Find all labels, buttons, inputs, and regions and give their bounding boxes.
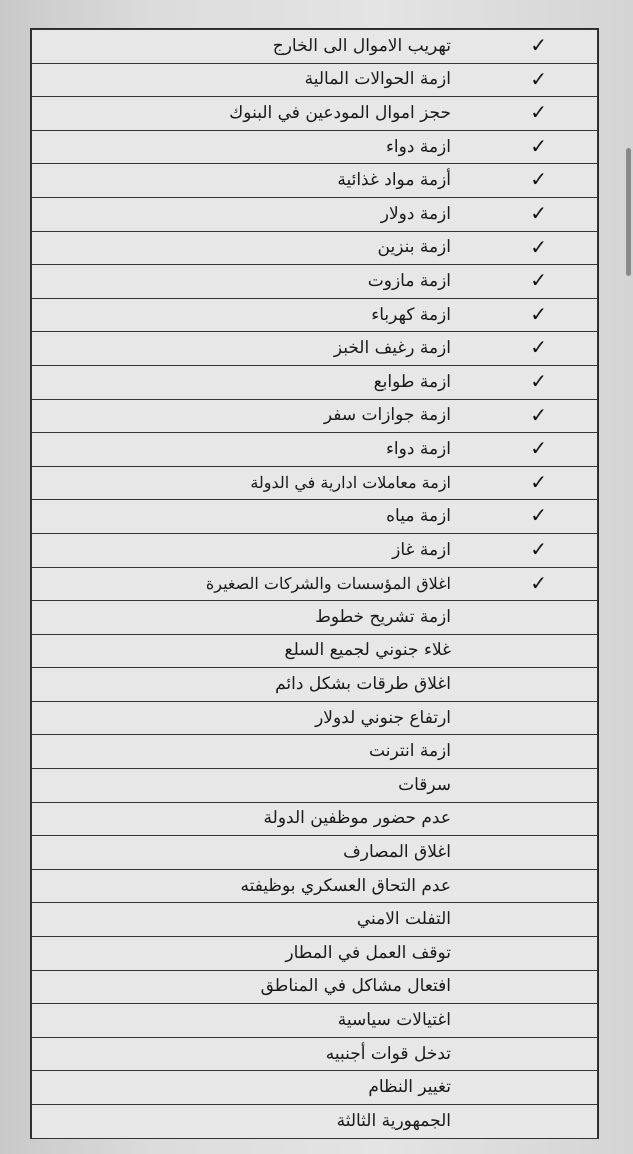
check-cell bbox=[530, 97, 598, 131]
table-row bbox=[32, 533, 598, 567]
check-cell bbox=[530, 63, 598, 97]
item-text: ازمة مياه bbox=[32, 500, 598, 534]
item-text: الجمهورية الثالثة bbox=[32, 1105, 598, 1139]
table-row bbox=[32, 500, 598, 534]
checkmark-icon: ✓ bbox=[530, 335, 547, 360]
check-cell bbox=[530, 265, 598, 299]
item-text: افتعال مشاكل في المناطق bbox=[32, 970, 598, 1004]
table-row bbox=[32, 231, 598, 265]
table-row bbox=[32, 197, 598, 231]
table-row bbox=[32, 97, 598, 131]
check-cell bbox=[530, 466, 598, 500]
check-cell bbox=[530, 500, 598, 534]
check-cell bbox=[597, 970, 598, 1004]
check-cell bbox=[597, 1004, 598, 1038]
table-row bbox=[32, 769, 598, 803]
checkmark-icon: ✓ bbox=[530, 133, 547, 158]
item-text: ازمة بنزين bbox=[32, 231, 598, 265]
table-row bbox=[32, 601, 598, 635]
checkmark-icon: ✓ bbox=[530, 402, 547, 427]
check-cell bbox=[530, 30, 598, 64]
checkmark-icon: ✓ bbox=[530, 570, 547, 595]
table-row bbox=[32, 399, 598, 433]
item-text: عدم حضور موظفين الدولة bbox=[32, 802, 598, 836]
item-text: ازمة طوابع bbox=[32, 365, 598, 399]
item-text: أزمة مواد غذائية bbox=[32, 164, 598, 198]
item-text: اغتيالات سياسية bbox=[32, 1004, 598, 1038]
table-row bbox=[32, 937, 598, 971]
checkmark-icon: ✓ bbox=[530, 368, 547, 393]
checkmark-icon: ✓ bbox=[530, 268, 547, 293]
table-row bbox=[32, 634, 598, 668]
check-cell bbox=[597, 903, 598, 937]
check-cell bbox=[597, 769, 598, 803]
item-text: ازمة الحوالات المالية bbox=[32, 63, 598, 97]
table-row bbox=[32, 735, 598, 769]
check-cell bbox=[530, 332, 598, 366]
table-row bbox=[32, 433, 598, 467]
item-text: ازمة دواء bbox=[32, 433, 598, 467]
check-cell bbox=[597, 601, 598, 635]
check-cell bbox=[530, 399, 598, 433]
item-text: اغلاق المؤسسات والشركات الصغيرة bbox=[32, 567, 598, 601]
checkmark-icon: ✓ bbox=[530, 234, 547, 259]
item-text: ازمة دواء bbox=[32, 130, 598, 164]
item-text: عدم التحاق العسكري بوظيفته bbox=[32, 869, 598, 903]
item-text: تدخل قوات أجنبيه bbox=[32, 1037, 598, 1071]
table-row bbox=[32, 365, 598, 399]
table-row bbox=[32, 332, 598, 366]
item-text: توقف العمل في المطار bbox=[32, 937, 598, 971]
item-text: حجز اموال المودعين في البنوك bbox=[32, 97, 598, 131]
check-cell bbox=[597, 1105, 598, 1139]
item-text: ازمة جوازات سفر bbox=[32, 399, 598, 433]
check-cell bbox=[530, 231, 598, 265]
check-cell bbox=[530, 298, 598, 332]
scrollbar-thumb[interactable] bbox=[626, 148, 631, 276]
item-text: ازمة كهرباء bbox=[32, 298, 598, 332]
table-row bbox=[32, 466, 598, 500]
item-text: ازمة انترنت bbox=[32, 735, 598, 769]
table-row bbox=[32, 298, 598, 332]
check-cell bbox=[597, 836, 598, 870]
check-cell bbox=[597, 802, 598, 836]
table-row bbox=[32, 701, 598, 735]
checklist-table bbox=[31, 29, 598, 1139]
table-row bbox=[32, 903, 598, 937]
item-text: ارتفاع جنوني لدولار bbox=[32, 701, 598, 735]
check-cell bbox=[597, 1071, 598, 1105]
item-text: غلاء جنوني لجميع السلع bbox=[32, 634, 598, 668]
table-row bbox=[32, 1071, 598, 1105]
table-row bbox=[32, 1105, 598, 1139]
table-row bbox=[32, 970, 598, 1004]
check-cell bbox=[530, 433, 598, 467]
check-cell bbox=[597, 735, 598, 769]
item-text: اغلاق المصارف bbox=[32, 836, 598, 870]
item-text: ازمة رغيف الخبز bbox=[32, 332, 598, 366]
checkmark-icon: ✓ bbox=[530, 200, 547, 225]
check-cell bbox=[530, 197, 598, 231]
checkmark-icon: ✓ bbox=[530, 301, 547, 326]
table-row bbox=[32, 836, 598, 870]
item-text: تغيير النظام bbox=[32, 1071, 598, 1105]
checkmark-icon: ✓ bbox=[530, 436, 547, 461]
item-text: تهريب الاموال الى الخارج bbox=[32, 30, 598, 64]
table-row bbox=[32, 265, 598, 299]
check-cell bbox=[597, 701, 598, 735]
table-row bbox=[32, 668, 598, 702]
table-row bbox=[32, 567, 598, 601]
check-cell bbox=[530, 567, 598, 601]
check-cell bbox=[530, 533, 598, 567]
checkmark-icon: ✓ bbox=[530, 536, 547, 561]
table-row bbox=[32, 63, 598, 97]
table-row bbox=[32, 802, 598, 836]
checkmark-icon: ✓ bbox=[530, 33, 547, 57]
item-text: سرقات bbox=[32, 769, 598, 803]
item-text: ازمة غاز bbox=[32, 533, 598, 567]
item-text: ازمة دولار bbox=[32, 197, 598, 231]
check-cell bbox=[597, 937, 598, 971]
table-row bbox=[32, 30, 598, 64]
check-cell bbox=[597, 869, 598, 903]
checkmark-icon: ✓ bbox=[530, 503, 547, 528]
item-text: ازمة مازوت bbox=[32, 265, 598, 299]
check-cell bbox=[530, 164, 598, 198]
table-row bbox=[32, 130, 598, 164]
table-row bbox=[32, 1037, 598, 1071]
checkmark-icon: ✓ bbox=[530, 66, 547, 91]
item-text: التفلت الامني bbox=[32, 903, 598, 937]
checklist-sheet bbox=[30, 28, 599, 1139]
check-cell bbox=[530, 130, 598, 164]
table-row bbox=[32, 869, 598, 903]
check-cell bbox=[597, 634, 598, 668]
check-cell bbox=[597, 1037, 598, 1071]
checkmark-icon: ✓ bbox=[530, 469, 547, 494]
checkmark-icon: ✓ bbox=[530, 100, 547, 125]
item-text: اغلاق طرقات بشكل دائم bbox=[32, 668, 598, 702]
check-cell bbox=[597, 668, 598, 702]
checkmark-icon: ✓ bbox=[530, 167, 547, 192]
table-row bbox=[32, 1004, 598, 1038]
checklist-rows bbox=[32, 30, 598, 1139]
check-cell bbox=[530, 365, 598, 399]
item-text: ازمة تشريح خطوط bbox=[32, 601, 598, 635]
item-text: ازمة معاملات ادارية في الدولة bbox=[32, 466, 598, 500]
table-row bbox=[32, 164, 598, 198]
